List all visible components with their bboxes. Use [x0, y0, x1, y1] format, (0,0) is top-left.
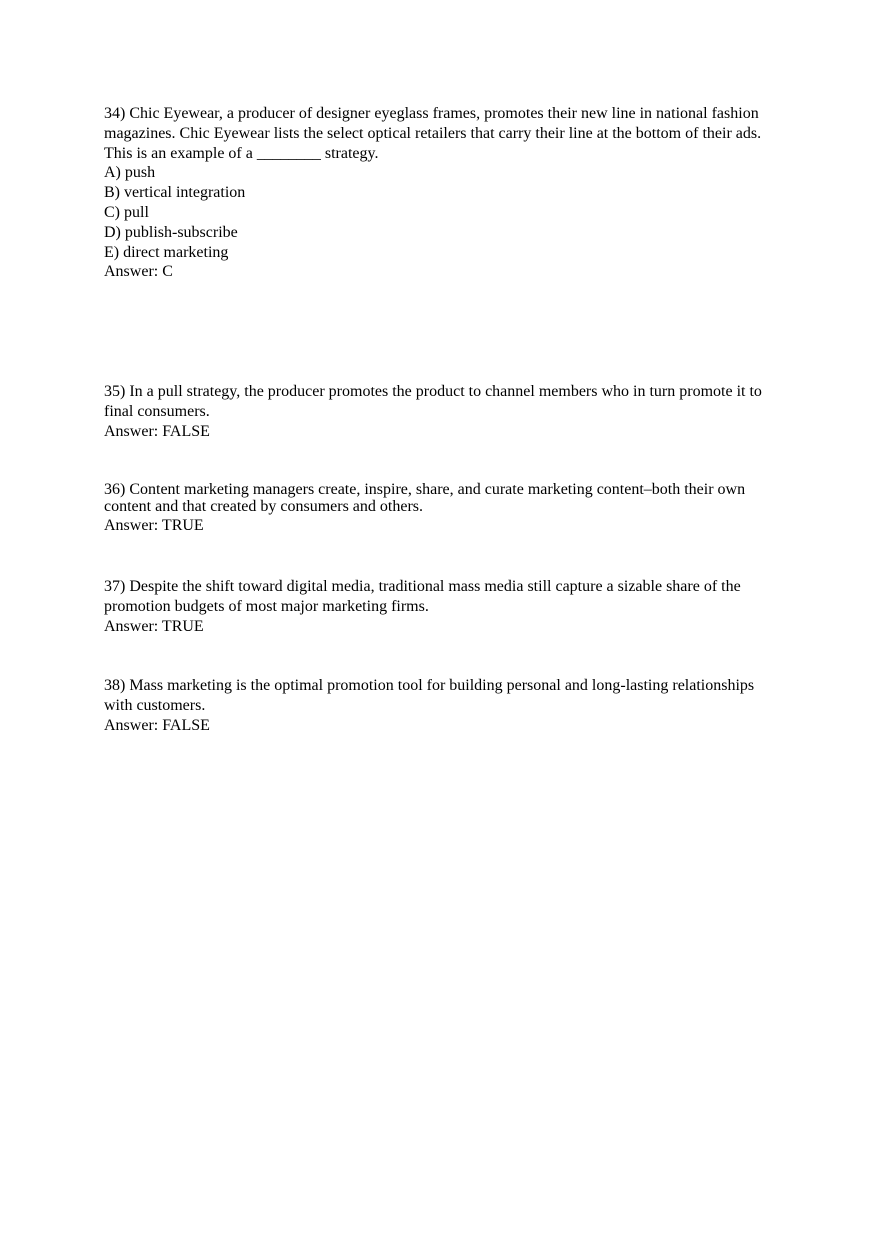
question-35 [104, 382, 776, 441]
answer-text: Answer: TRUE [104, 517, 204, 534]
question-stem: 35) In a pull strategy, the producer promotes the product to channel members who in turn promote it to final consumers. [104, 383, 762, 420]
answer-text: Answer: C [104, 263, 173, 281]
answer-text: Answer: FALSE [104, 422, 210, 440]
question-stem: 36) Content marketing managers create, inspire, share, and curate marketing content–both their own content and that created by consumers and others. [104, 481, 746, 515]
question-stem: 37) Despite the shift toward digital media, traditional mass media still capture a sizable share of the promotion budgets of most major marketing firms. [104, 578, 741, 615]
question-38 [104, 676, 776, 735]
option-d: D) publish-subscribe [104, 223, 238, 241]
option-e: E) direct marketing [104, 243, 229, 261]
question-37 [104, 577, 776, 636]
question-stem: 34) Chic Eyewear, a producer of designer eyeglass frames, promotes their new line in national fashion magazines. Chic Eyewear lists the select optical retailers that carry their line at the bottom of their ads. This is an example of a ________ strategy. [104, 105, 762, 162]
option-b: B) vertical integration [104, 184, 246, 202]
option-a: A) push [104, 164, 156, 182]
answer-text: Answer: TRUE [104, 617, 204, 635]
option-c: C) pull [104, 203, 149, 221]
question-stem: 38) Mass marketing is the optimal promotion tool for building personal and long-lasting relationships with customers. [104, 677, 755, 714]
answer-text: Answer: FALSE [104, 716, 210, 734]
question-34 [104, 104, 776, 282]
question-36 [104, 481, 776, 536]
